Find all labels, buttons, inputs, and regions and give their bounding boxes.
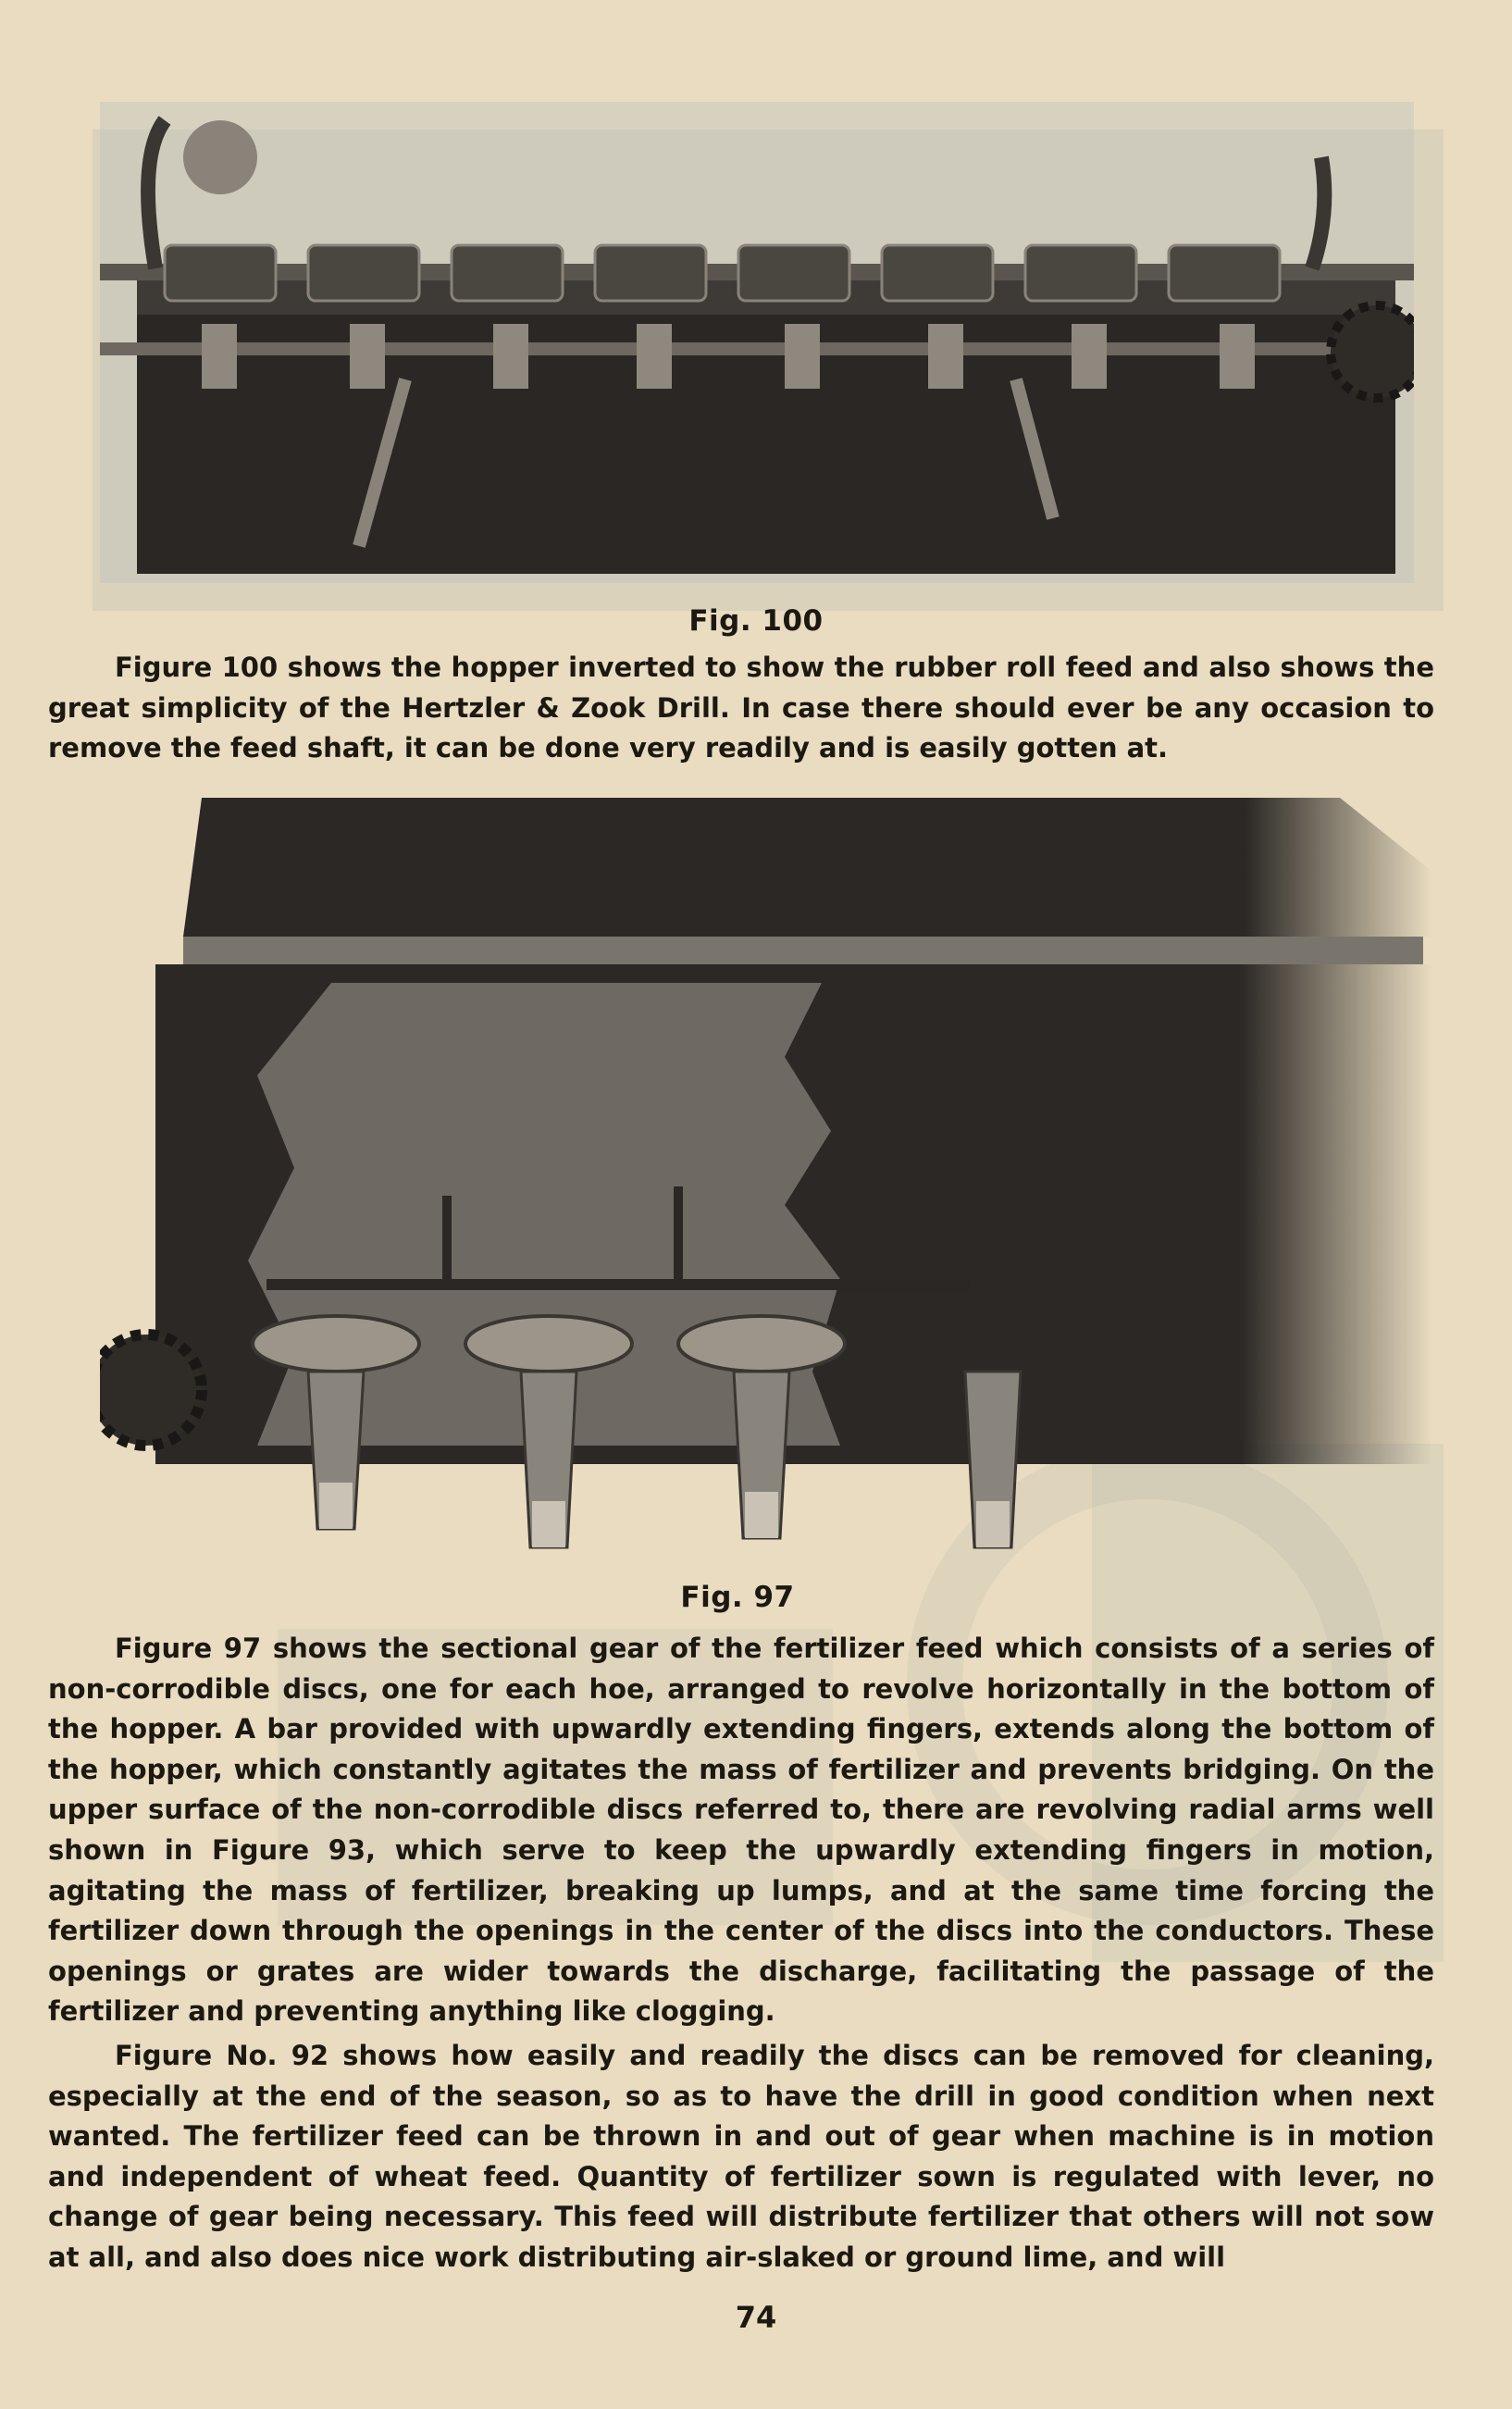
- figure-97-caption: Fig. 97: [680, 1581, 795, 1614]
- figure-97-photo: [100, 798, 1432, 1584]
- page-number: 74: [735, 2300, 777, 2335]
- figure-100-caption: Fig. 100: [688, 604, 824, 638]
- paragraph-figure-97: Figure 97 shows the sectional gear of the fertilizer feed which consists of a series of non-corrodible discs, one for each hoe, arranged to revolve horizontally in the bottom of the hopper. A bar provided with upwardly extending fingers, extends along the bottom of the hopper, which constantly agitates the mass of fertilizer and prevents bridging. On the upper surface of the non-corrodible discs referred to, there are revolving radial arms well shown in Figure 93, which serve to keep the upwardly extending fingers in motion, agitating the mass of fertilizer, breaking up lumps, and at the same time forcing the fertilizer down through the openings in the center of the discs into the conductors. These openings or grates are wider towards the discharge, facilitating the passage of the fertilizer and preventing anything like clogging.: [48, 1633, 1434, 2028]
- paragraph-figure-92: Figure No. 92 shows how easily and readily the discs can be removed for cleaning, especially at the end of the season, so as to have the drill in good condition when next wanted. The fertilizer feed can be thrown in and out of gear when machine is in motion and independent of wheat feed. Quantity of fertilizer sown is regulated with lever, no change of gear being necessary. This feed will distribute fertilizer that others will not sow at all, and also does nice work distributing air-slaked or ground lime, and will: [48, 2040, 1434, 2273]
- figure-100-photo: [100, 102, 1414, 583]
- paragraph-figure-100: Figure 100 shows the hopper inverted to show the rubber roll feed and also shows the great simplicity of the Hertzler & Zook Drill. In case there should ever be any occasion to remove the feed shaft, it can be done very readily and is easily gotten at.: [48, 652, 1434, 764]
